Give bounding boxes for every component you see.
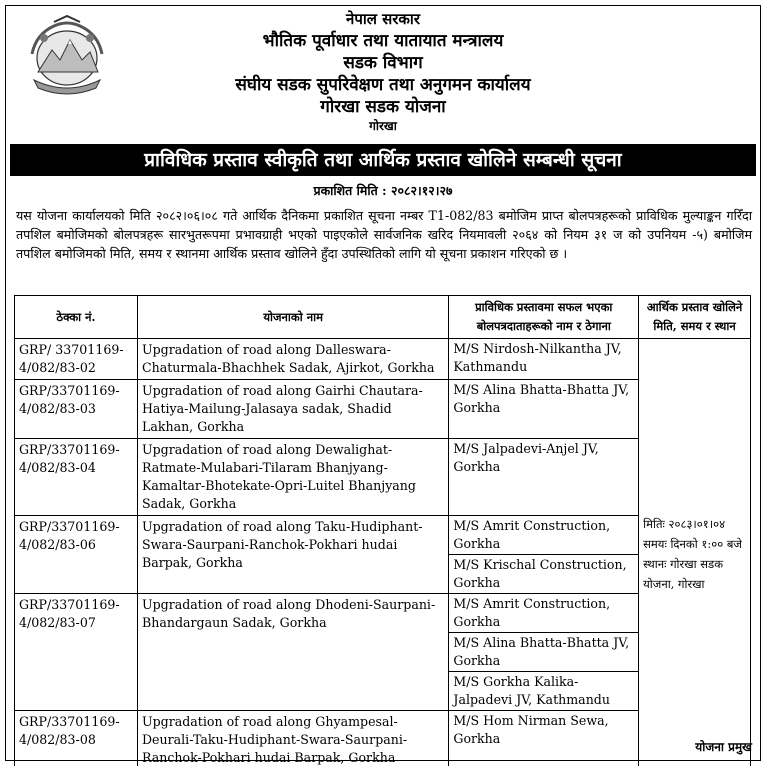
notice-title: प्राविधिक प्रस्ताव स्वीकृति तथा आर्थिक प्रस्ताव खोलिने सम्बन्धी सूचना bbox=[10, 144, 756, 176]
project-name: Upgradation of road along Gairhi Chautara-Hatiya-Mailung-Jalasaya sadak, Shadid Lakhan, Gorkha bbox=[137, 380, 448, 439]
column-header-bidders: प्राविधिक प्रस्तावमा सफल भएका बोलपत्रदाताहरूको नाम र ठेगाना bbox=[449, 296, 639, 339]
bidder-name: M/S Alina Bhatta-Bhatta JV, Gorkha bbox=[453, 382, 630, 415]
project-name: Upgradation of road along Dewalighat-Ratmate-Mulabari-Tilaram Bhanjyang-Kamaltar-Bhotekate-Opri-Luitel Bhanjyang Sadak, Gorkha bbox=[137, 439, 448, 516]
opening-details: मितिः २०८३।०१।०४ समयः दिनको १:०० बजे स्थानः गोरखा सडक योजना, गोरखा bbox=[639, 339, 751, 766]
bidder-name: M/S Jalpadevi-Anjel JV, Gorkha bbox=[453, 441, 599, 474]
bidders-cell bbox=[449, 339, 639, 380]
signatory-title: योजना प्रमुख bbox=[695, 740, 752, 754]
contract-no: GRP/33701169-4/082/83-08 bbox=[15, 711, 138, 766]
project-name: Upgradation of road along Dhodeni-Saurpani-Bhandargaun Sadak, Gorkha bbox=[137, 594, 448, 711]
contract-no: GRP/33701169-4/082/83-07 bbox=[15, 594, 138, 711]
office-name: संघीय सडक सुपरिवेक्षण तथा अनुगमन कार्यालय bbox=[235, 75, 531, 95]
bidders-cell bbox=[449, 380, 639, 439]
table-row bbox=[15, 339, 751, 380]
contract-no: GRP/33701169-4/082/83-03 bbox=[15, 380, 138, 439]
project-office-name: गोरखा सडक योजना bbox=[320, 97, 446, 117]
column-header-opening: आर्थिक प्रस्ताव खोलिने मिति, समय र स्थान bbox=[639, 296, 751, 339]
bidders-cell bbox=[449, 439, 639, 516]
bidders-cell bbox=[449, 711, 639, 766]
notice-body: यस योजना कार्यालयको मिति २०८२।०६।०८ गते आर्थिक दैनिकमा प्रकाशित सूचना नम्बर T1-082/83 बमोजिम प्राप्त बोलपत्रहरूको प्राविधिक मुल्याङ्कन गरिँदा तपशिल बमोजिमको बोलपत्रहरू सारभुतरूपमा प्रभावग्राही भएको पाइएकोले सार्वजनिक खरिद नियमावली २०६४ को नियम ३१ ज को उपनियम -५) बमोजिम तपशिल बमोजिमको मिति, समय र स्थानमा आर्थिक प्रस्ताव खोलिने हुँदा उपस्थितिको लागि यो सूचना प्रकाशन गरिएको छ । bbox=[16, 208, 752, 261]
bidders-cell bbox=[449, 594, 639, 711]
bidder-name: M/S Gorkha Kalika-Jalpadevi JV, Kathmandu bbox=[453, 674, 610, 707]
contract-no: GRP/ 33701169-4/082/83-02 bbox=[15, 339, 138, 380]
bidder-name: M/S Amrit Construction, Gorkha bbox=[449, 516, 638, 555]
bidders-cell bbox=[449, 516, 639, 594]
bidder-name: M/S Hom Nirman Sewa, Gorkha bbox=[453, 713, 609, 746]
contract-no: GRP/33701169-4/082/83-06 bbox=[15, 516, 138, 594]
project-name: Upgradation of road along Taku-Hudiphant-Swara-Saurpani-Ranchok-Pokhari hudai Barpak, Gorkha bbox=[137, 516, 448, 594]
government-name: नेपाल सरकार bbox=[346, 10, 420, 28]
published-date: प्रकाशित मिति : २०८२।१२।२७ bbox=[313, 183, 453, 198]
bidder-name: M/S Alina Bhatta-Bhatta JV, Gorkha bbox=[449, 633, 638, 672]
office-location: गोरखा bbox=[369, 119, 397, 133]
contract-no: GRP/33701169-4/082/83-04 bbox=[15, 439, 138, 516]
ministry-name: भौतिक पूर्वाधार तथा यातायात मन्त्रालय bbox=[262, 31, 504, 51]
table-header-row bbox=[15, 296, 751, 339]
bidder-name: M/S Nirdosh-Nilkantha JV, Kathmandu bbox=[453, 341, 622, 374]
project-name: Upgradation of road along Ghyampesal-Deurali-Taku-Hudiphant-Swara-Saurpani-Ranchok-Pokhari hudai Barpak, Gorkha bbox=[137, 711, 448, 766]
bidder-table bbox=[14, 295, 751, 766]
office-header bbox=[0, 8, 766, 134]
column-header-project-name: योजनाको नाम bbox=[137, 296, 448, 339]
department-name: सडक विभाग bbox=[343, 53, 423, 73]
project-name: Upgradation of road along Dalleswara-Chaturmala-Bhachhek Sadak, Ajirkot, Gorkha bbox=[137, 339, 448, 380]
bidder-name: M/S Amrit Construction, Gorkha bbox=[449, 594, 638, 633]
column-header-contract-no: ठेक्का नं. bbox=[15, 296, 138, 339]
bidder-name: M/S Krischal Construction, Gorkha bbox=[453, 557, 627, 590]
